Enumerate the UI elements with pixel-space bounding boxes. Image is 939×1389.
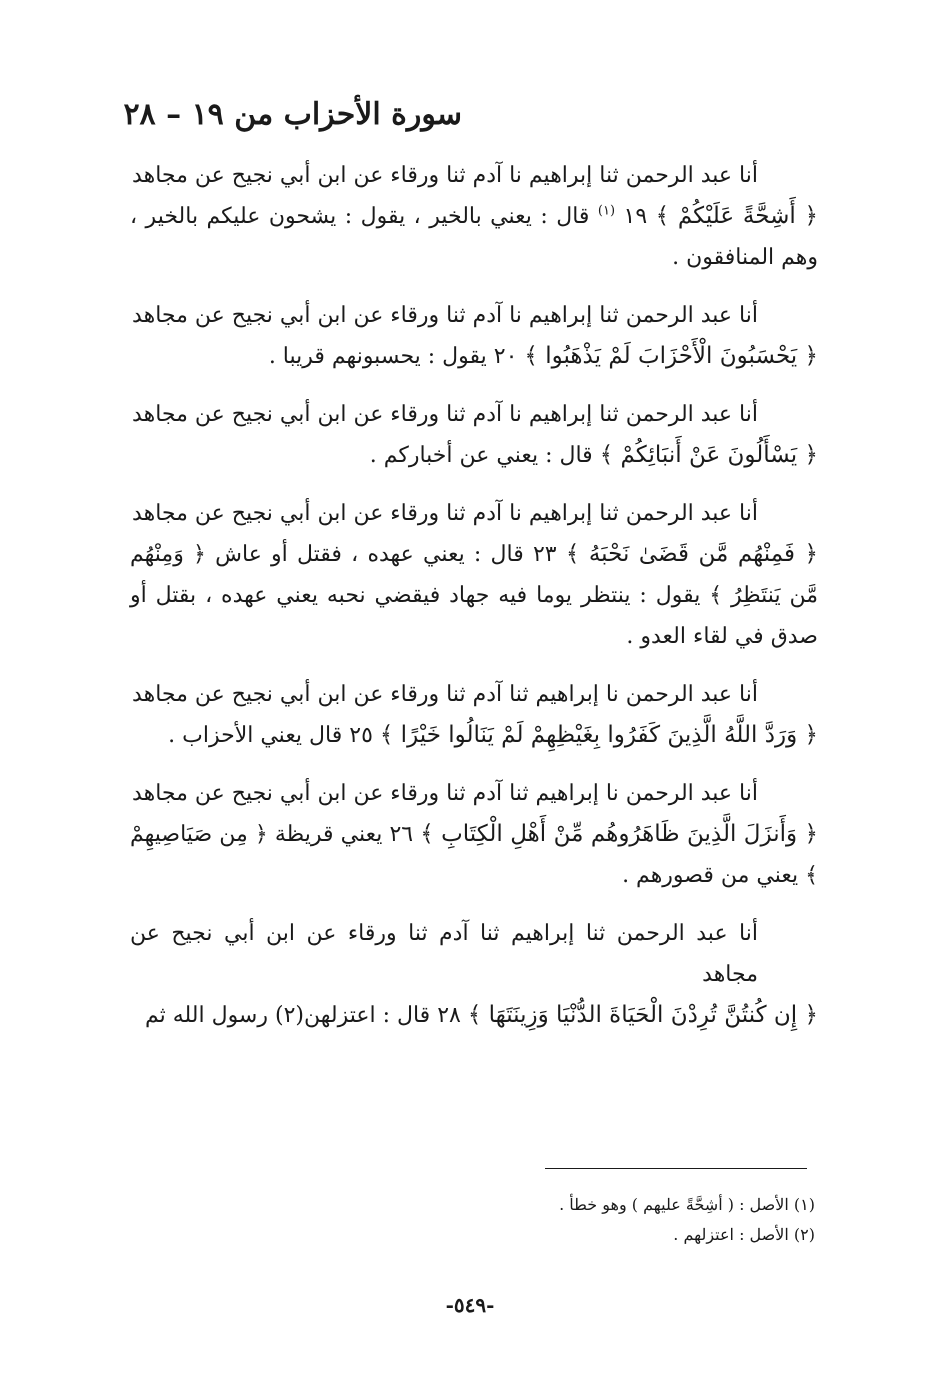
quran-quote: ﴿ إِن كُنتُنَّ تُرِدْنَ الْحَيَاةَ الدُّنْيَا وَزِينَتَهَا ﴾: [467, 1002, 818, 1028]
quran-quote: ﴿ يَسْأَلُونَ عَنْ أَنبَائِكُمْ ﴾: [599, 442, 818, 468]
verse-number: ٢٦: [389, 822, 414, 847]
footnote-1: (١) الأصل : ( أشِحَّةً عليهم ) وهو خطأ .: [559, 1195, 815, 1214]
footnotes: [400, 1190, 815, 1250]
verse-number: ٢٥: [349, 723, 373, 748]
quran-quote: ﴿ فَمِنْهُم مَّن قَضَىٰ نَحْبَهُ ﴾: [565, 541, 819, 567]
page-number: -٥٤٩-: [445, 1293, 495, 1317]
quran-quote: ﴿ وَرَدَّ اللَّهُ الَّذِينَ كَفَرُوا بِغَيْظِهِمْ لَمْ يَنَالُوا خَيْرًا ﴾: [379, 722, 818, 748]
isnad-chain: أنا عبد الرحمن ثنا إبراهيم نا آدم ثنا ورقاء عن ابن أبي نجيح عن مجاهد: [132, 163, 758, 188]
quran-quote: ﴿ أَشِحَّةً عَلَيْكُمْ ﴾: [655, 203, 819, 229]
quran-quote: ﴿ يَحْسَبُونَ الْأَحْزَابَ لَمْ يَذْهَبُوا ﴾: [524, 343, 818, 369]
surah-heading: سورة الأحزاب من ١٩ – ٢٨: [123, 97, 462, 132]
tafsir-paragraph: [130, 674, 818, 756]
tafsir-content: [130, 155, 818, 1053]
commentary-text: يعني قريظة ﴿ مِن صَيَاصِيهِمْ ﴾ يعني من قصورهم .: [130, 822, 818, 888]
tafsir-paragraph: [130, 773, 818, 896]
isnad-chain: أنا عبد الرحمن ثنا إبراهيم ثنا آدم ثنا ورقاء عن ابن أبي نجيح عن مجاهد: [130, 921, 758, 987]
verse-number: ١٩: [623, 204, 648, 229]
tafsir-paragraph: [130, 155, 818, 278]
tafsir-paragraph: [130, 493, 818, 657]
commentary-text: قال : اعتزلهن(٢) رسول الله ثم: [144, 1003, 431, 1028]
isnad-chain: أنا عبد الرحمن نا إبراهيم ثنا آدم ثنا ورقاء عن ابن أبي نجيح عن مجاهد: [132, 682, 758, 707]
verse-number: ٢٨: [437, 1003, 461, 1028]
tafsir-paragraph: [130, 913, 818, 1036]
isnad-chain: أنا عبد الرحمن نا إبراهيم ثنا آدم ثنا ورقاء عن ابن أبي نجيح عن مجاهد: [132, 781, 758, 806]
footnote-2: (٢) الأصل : اعتزلهم .: [673, 1225, 815, 1244]
footnote-divider: [545, 1168, 807, 1169]
commentary-text: قال يعني الأحزاب .: [168, 723, 343, 748]
commentary-text: قال : يعني عهده ، فقتل أو عاش ﴿ وَمِنْهُم مَّن يَنتَظِرُ ﴾ يقول : ينتظر يوما فيه جهاد فيقضي نحبه يعني عهده ، بقتل أو صدق في لقاء العدو .: [130, 542, 818, 649]
tafsir-paragraph: [130, 295, 818, 377]
isnad-chain: أنا عبد الرحمن ثنا إبراهيم نا آدم ثنا ورقاء عن ابن أبي نجيح عن مجاهد: [132, 402, 758, 427]
isnad-chain: أنا عبد الرحمن ثنا إبراهيم نا آدم ثنا ورقاء عن ابن أبي نجيح عن مجاهد: [132, 501, 758, 526]
isnad-chain: أنا عبد الرحمن ثنا إبراهيم نا آدم ثنا ورقاء عن ابن أبي نجيح عن مجاهد: [132, 303, 758, 328]
quran-quote: ﴿ وَأَنزَلَ الَّذِينَ ظَاهَرُوهُم مِّنْ أَهْلِ الْكِتَابِ ﴾: [420, 821, 819, 847]
footnote-ref: (١): [597, 203, 616, 219]
tafsir-paragraph: [130, 394, 818, 476]
commentary-text: قال : يعني بالخير ، يقول : يشحون عليكم بالخير ، وهم المنافقون .: [130, 204, 818, 270]
commentary-text: قال : يعني عن أخباركم .: [369, 443, 593, 468]
verse-number: ٢٠: [493, 344, 518, 369]
verse-number: ٢٣: [532, 542, 557, 567]
commentary-text: يقول : يحسبونهم قريبا .: [268, 344, 487, 369]
